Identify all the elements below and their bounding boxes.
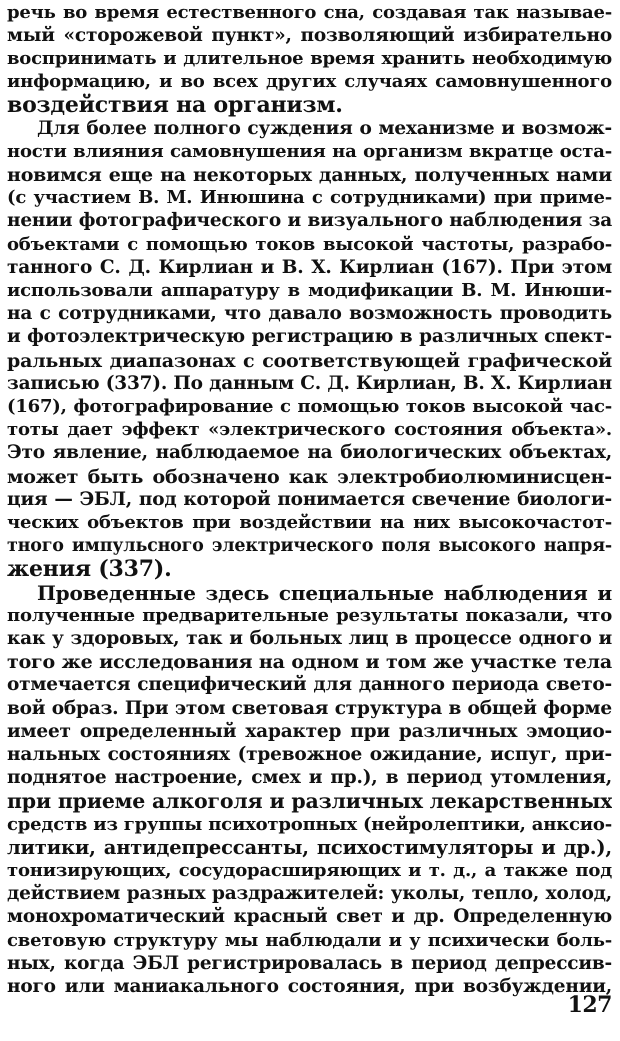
text-line: на с сотрудниками, что давало возможность проводить bbox=[7, 303, 612, 324]
text-line: полученные предварительные результаты показали, что bbox=[7, 605, 612, 626]
text-line: танного С. Д. Кирлиан и В. Х. Кирлиан (167). При этом bbox=[7, 257, 612, 278]
text-line: того же исследования на одном и том же участке тела bbox=[7, 651, 612, 673]
text-line: жения (337). bbox=[7, 556, 172, 582]
text-line: и фотоэлектрическую регистрацию в различных спект- bbox=[7, 326, 612, 347]
text-line: мый «сторожевой пункт», позволяющий избирательно bbox=[7, 25, 612, 46]
text-line: отмечается специфический для данного периода свето- bbox=[7, 674, 612, 695]
text-line: записью (337). По данным С. Д. Кирлиан, В. Х. Кирлиан bbox=[7, 373, 612, 394]
text-line: нении фотографического и визуального наблюдения за bbox=[7, 210, 612, 231]
text-line: новимся еще на некоторых данных, полученных нами bbox=[7, 164, 612, 186]
text-line: ных, когда ЭБЛ регистрировалась в период депрессив- bbox=[7, 953, 612, 974]
text-line: (с участием В. М. Инюшина с сотрудниками) при приме- bbox=[7, 187, 612, 208]
text-line: воздействия на организм. bbox=[7, 92, 343, 118]
text-line: ция — ЭБЛ, под которой понимается свечение биологи- bbox=[7, 489, 612, 510]
paragraph-first-line: Для более полного суждения о механизме и возмож- bbox=[37, 118, 612, 139]
text-line: как у здоровых, так и больных лиц в процессе одного и bbox=[7, 628, 612, 649]
text-line: объектами с помощью токов высокой частоты, разрабо- bbox=[7, 234, 612, 255]
text-line: вой образ. При этом световая структура в общей форме bbox=[7, 698, 612, 719]
text-line: поднятое настроение, смех и пр.), в период утомления, bbox=[7, 767, 612, 788]
text-line: может быть обозначено как электробиолюминисцен- bbox=[7, 466, 612, 488]
text-line: монохроматический красный свет и др. Определенную bbox=[7, 906, 612, 927]
text-line: тоты дает эффект «электрического состояния объекта». bbox=[7, 419, 612, 440]
text-line: нальных состояниях (тревожное ожидание, испуг, при- bbox=[7, 744, 612, 765]
text-line: воспринимать и длительное время хранить необходимую bbox=[7, 48, 612, 69]
text-line: тного импульсного электрического поля высокого напря- bbox=[7, 536, 612, 556]
text-line: литики, антидепрессанты, психостимуляторы и др.), bbox=[7, 836, 612, 859]
paragraph-first-line: Проведенные здесь специальные наблюдения и bbox=[37, 581, 612, 605]
text-line: ральных диапазонах с соответствующей графической bbox=[7, 350, 612, 372]
page-number: 127 bbox=[567, 992, 612, 1018]
text-line: ного или маниакального состояния, при возбуждении, bbox=[7, 976, 612, 997]
text-line: ческих объектов при воздействии на них высокочастот- bbox=[7, 512, 612, 533]
text-line: действием разных раздражителей: уколы, тепло, холод, bbox=[7, 883, 612, 904]
text-line: ности влияния самовнушения на организм вкратце оста- bbox=[7, 141, 612, 162]
text-line: тонизирующих, сосудорасширяющих и т. д., а также под bbox=[7, 860, 612, 881]
text-line: (167), фотографирование с помощью токов высокой час- bbox=[7, 396, 612, 417]
text-line: при приеме алкоголя и различных лекарственных bbox=[7, 789, 612, 813]
text-line: использовали аппаратуру в модификации В. М. Инюши- bbox=[7, 280, 612, 301]
text-line: имеет определенный характер при различных эмоцио- bbox=[7, 721, 612, 742]
text-line: средств из группы психотропных (нейролептики, анксио- bbox=[7, 814, 612, 835]
text-line: Это явление, наблюдаемое на биологических объектах, bbox=[7, 442, 612, 463]
text-line: информацию, и во всех других случаях самовнушенного bbox=[7, 71, 612, 92]
text-line: речь во время естественного сна, создавая так называе- bbox=[7, 2, 612, 23]
text-line: световую структуру мы наблюдали и у психически боль- bbox=[7, 930, 612, 951]
